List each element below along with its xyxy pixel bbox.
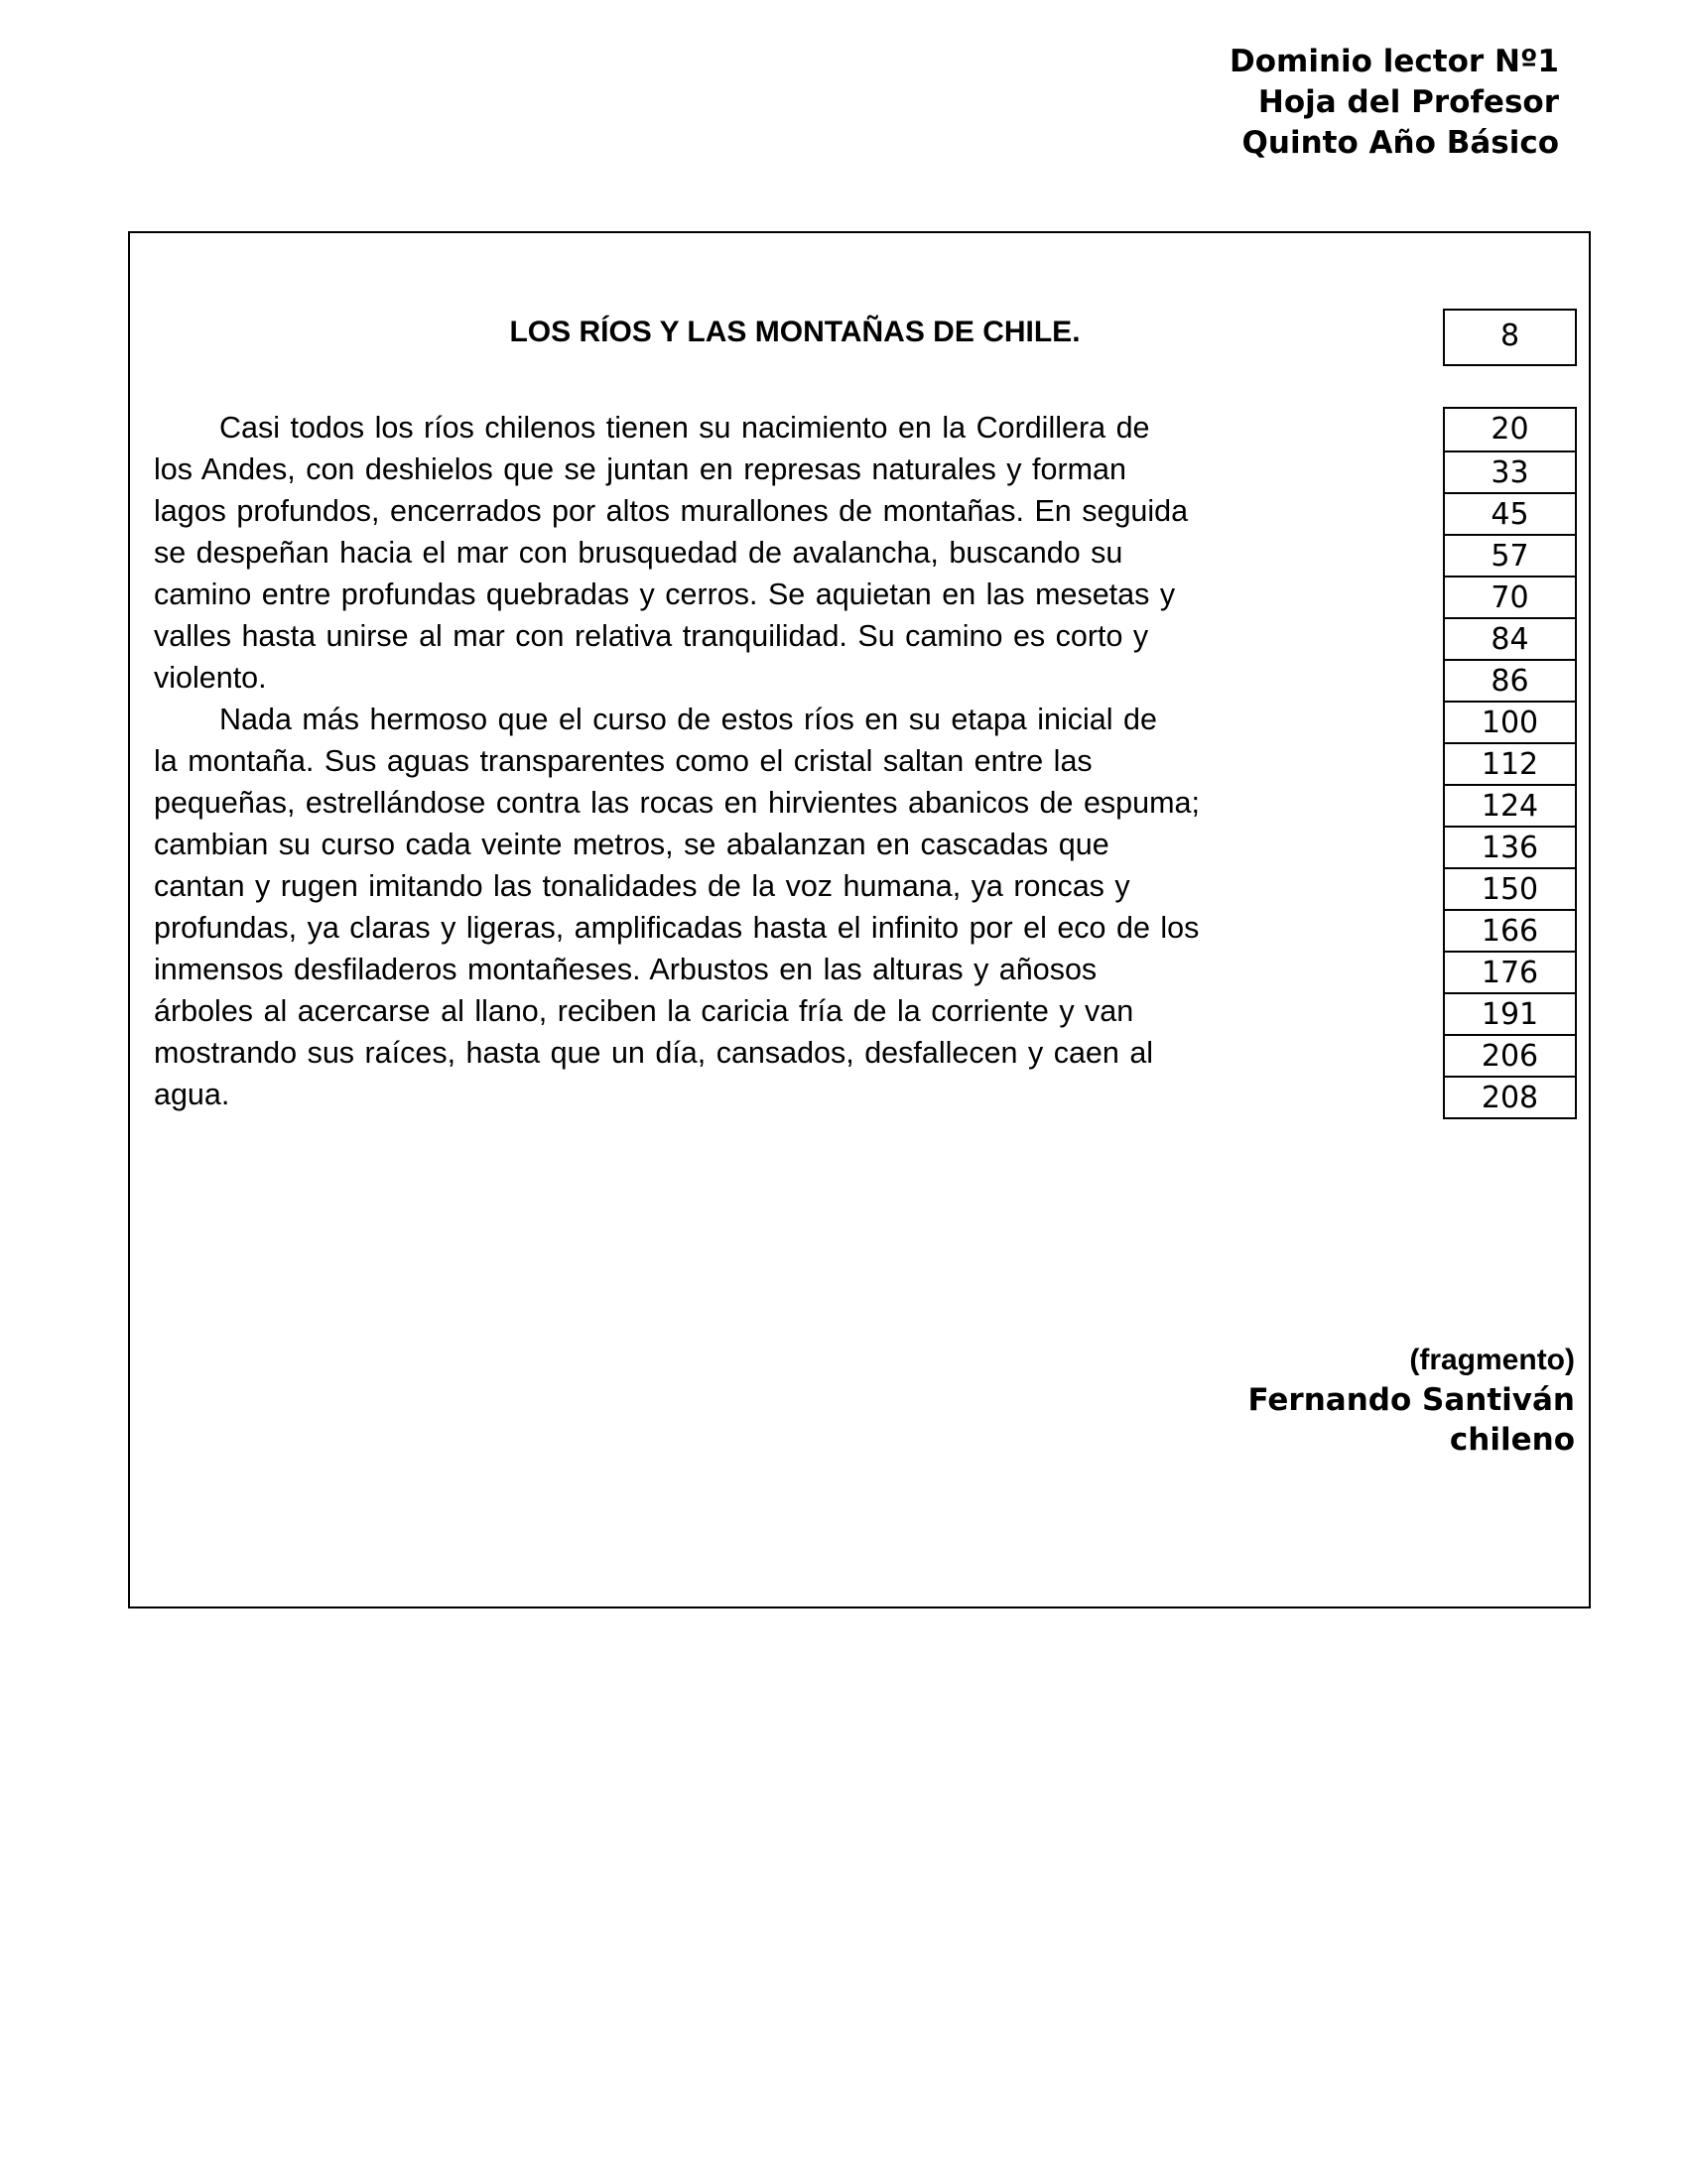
text-line: lagos profundos, encerrados por altos murallones de montañas. En seguida bbox=[154, 494, 1189, 528]
word-count-cell: 70 bbox=[1445, 576, 1575, 617]
text-line: se despeñan hacia el mar con brusquedad de avalancha, buscando su bbox=[154, 536, 1123, 570]
text-line: camino entre profundas quebradas y cerros. Se aquietan en las mesetas y bbox=[154, 578, 1176, 611]
reading-text bbox=[154, 407, 1444, 1115]
word-count-cell: 86 bbox=[1445, 659, 1575, 701]
word-count-cell: 206 bbox=[1445, 1034, 1575, 1076]
text-line: profundas, ya claras y ligeras, amplificadas hasta el infinito por el eco de los bbox=[154, 911, 1200, 945]
word-count-cell: 124 bbox=[1445, 784, 1575, 826]
word-count-cell: 100 bbox=[1445, 701, 1575, 742]
word-count-cell: 136 bbox=[1445, 826, 1575, 867]
title-word-count: 8 bbox=[1443, 309, 1577, 366]
text-line: mostrando sus raíces, hasta que un día, cansados, desfallecen y caen al bbox=[154, 1036, 1154, 1070]
text-line: valles hasta unirse al mar con relativa tranquilidad. Su camino es corto y bbox=[154, 619, 1149, 653]
word-count-column bbox=[1443, 407, 1577, 1119]
author-name: Fernando Santiván bbox=[1247, 1382, 1575, 1418]
word-count-cell: 45 bbox=[1445, 492, 1575, 534]
text-line: árboles al acercarse al llano, reciben la caricia fría de la corriente y van bbox=[154, 994, 1134, 1028]
word-count-cell: 33 bbox=[1445, 450, 1575, 492]
header-title: Dominio lector Nº1 bbox=[1230, 44, 1559, 79]
text-line: violento. bbox=[154, 661, 267, 695]
reading-frame bbox=[128, 231, 1591, 1608]
text-line: inmensos desfiladeros montañeses. Arbustos en las alturas y añosos bbox=[154, 953, 1098, 986]
header-subtitle: Hoja del Profesor bbox=[1257, 84, 1559, 120]
word-count-cell: 150 bbox=[1445, 867, 1575, 909]
word-count-cell: 84 bbox=[1445, 617, 1575, 659]
word-count-cell: 166 bbox=[1445, 909, 1575, 951]
text-line: pequeñas, estrellándose contra las rocas en hirvientes abanicos de espuma; bbox=[154, 786, 1200, 820]
attribution bbox=[1247, 1341, 1575, 1460]
text-line: los Andes, con deshielos que se juntan en represas naturales y forman bbox=[154, 452, 1126, 486]
text-line: cantan y rugen imitando las tonalidades de la voz humana, ya roncas y bbox=[154, 869, 1130, 903]
reading-title: LOS RÍOS Y LAS MONTAÑAS DE CHILE. bbox=[509, 316, 1081, 348]
word-count-cell: 57 bbox=[1445, 534, 1575, 576]
text-line: la montaña. Sus aguas transparentes como el cristal saltan entre las bbox=[154, 744, 1093, 778]
text-line: Nada más hermoso que el curso de estos ríos en su etapa inicial de bbox=[219, 703, 1157, 736]
word-count-cell: 176 bbox=[1445, 951, 1575, 992]
word-count-cell: 20 bbox=[1491, 412, 1529, 447]
word-count-cell: 112 bbox=[1445, 742, 1575, 784]
word-count-cell: 191 bbox=[1445, 992, 1575, 1034]
word-count-cell: 208 bbox=[1445, 1076, 1575, 1117]
document-header bbox=[1230, 42, 1559, 164]
header-grade: Quinto Año Básico bbox=[1241, 125, 1559, 161]
text-line: cambian su curso cada veinte metros, se abalanzan en cascadas que bbox=[154, 828, 1109, 861]
text-line: agua. bbox=[154, 1078, 230, 1111]
author-nationality: chileno bbox=[1449, 1422, 1575, 1458]
text-line: Casi todos los ríos chilenos tienen su nacimiento en la Cordillera de bbox=[219, 411, 1150, 445]
fragment-note: (fragmento) bbox=[1409, 1344, 1575, 1376]
